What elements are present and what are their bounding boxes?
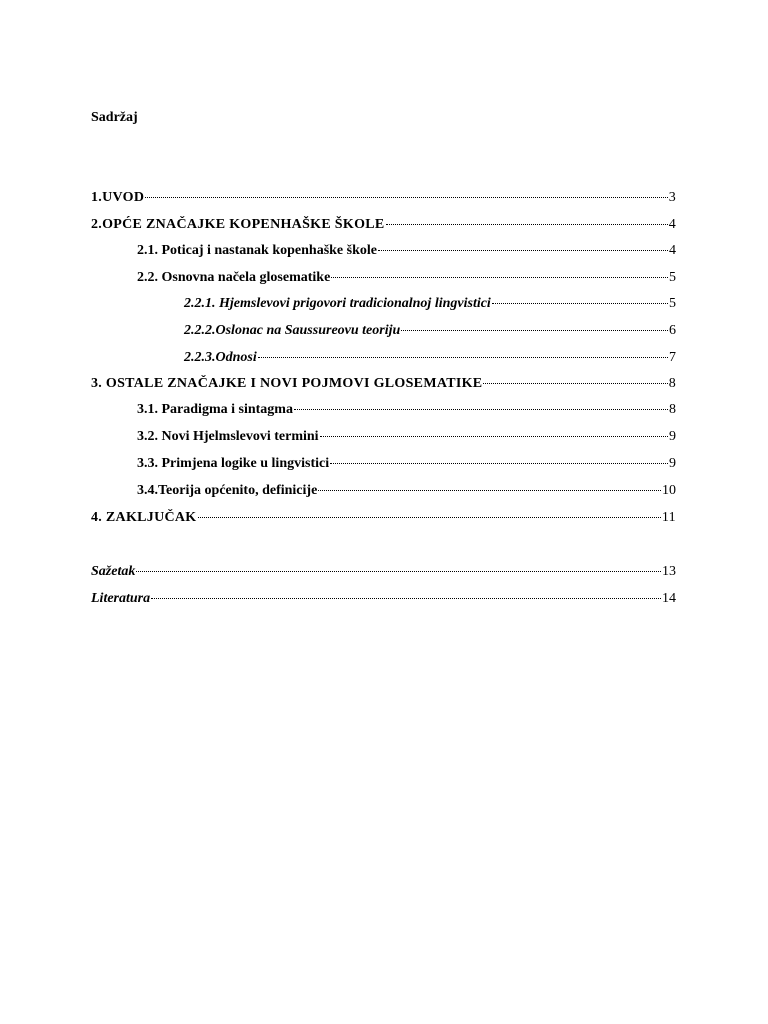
toc-page-number: 4 (668, 217, 676, 232)
toc-entry-label: 3.1. Paradigma i sintagma (137, 402, 293, 417)
dot-leader (198, 517, 661, 518)
toc-page-number: 6 (669, 323, 676, 338)
toc-page-number: 4 (669, 243, 676, 258)
dot-leader (136, 571, 661, 572)
dot-leader (330, 463, 668, 464)
toc-entry-label: 2.OPĆE ZNAČAJKE KOPENHAŠKE ŠKOLE (91, 217, 385, 232)
toc-entry-label: 2.2.1. Hjemslevovi prigovori tradicionalnoj lingvistici (184, 296, 491, 311)
toc-entry-label: 2.2.3.Odnosi (184, 350, 257, 365)
toc-entry-ostale-znacajke[interactable] (91, 375, 676, 393)
toc-page-number: 3 (668, 190, 676, 205)
toc-entry-primjena-logike[interactable] (137, 455, 676, 473)
toc-page-number: 8 (669, 402, 676, 417)
dot-leader (320, 436, 668, 437)
toc-entry-label: 3. OSTALE ZNAČAJKE I NOVI POJMOVI GLOSEMATIKE (91, 376, 483, 391)
toc-page-number: 7 (669, 350, 676, 365)
toc-entry-zakljucak[interactable] (91, 509, 676, 527)
toc-entry-sazetak[interactable] (91, 563, 676, 581)
toc-entry-oslonac[interactable] (184, 322, 676, 340)
toc-entry-teorija[interactable] (137, 482, 676, 500)
dot-leader (151, 598, 661, 599)
toc-entry-label: 3.3. Primjena logike u lingvistici (137, 456, 330, 471)
toc-entry-novi-termini[interactable] (137, 428, 676, 446)
dot-leader (294, 409, 668, 410)
toc-entry-label: 1.UVOD (91, 190, 145, 205)
toc-entry-label: 2.2.2.Oslonac na Saussureovu teoriju (184, 323, 401, 338)
toc-entry-osnovna-nacela[interactable] (137, 269, 676, 287)
toc-page-number: 9 (669, 456, 676, 471)
toc-entry-label: Sažetak (91, 564, 136, 579)
dot-leader (386, 224, 668, 225)
toc-page-number: 5 (669, 296, 676, 311)
toc-page-number: 5 (669, 270, 676, 285)
toc-entry-label: 3.4.Teorija općenito, definicije (137, 483, 318, 498)
dot-leader (318, 490, 661, 491)
toc-page-number: 13 (662, 564, 676, 579)
toc-entry-opce-znacajke[interactable] (91, 216, 676, 234)
toc-entry-paradigma[interactable] (137, 401, 676, 419)
dot-leader (331, 277, 668, 278)
toc-page-number: 9 (669, 429, 676, 444)
toc-entry-label: 3.2. Novi Hjelmslevovi termini (137, 429, 319, 444)
toc-entry-label: 2.2. Osnovna načela glosematike (137, 270, 331, 285)
dot-leader (401, 330, 668, 331)
toc-entry-label: Literatura (91, 591, 151, 606)
toc-entry-uvod[interactable] (91, 189, 676, 207)
toc-entry-odnosi[interactable] (184, 349, 676, 367)
dot-leader (258, 357, 668, 358)
dot-leader (483, 383, 667, 384)
toc-page-number: 8 (668, 376, 676, 391)
dot-leader (145, 197, 667, 198)
toc-page-number: 11 (661, 510, 676, 525)
toc-entry-label: 4. ZAKLJUČAK (91, 510, 197, 525)
page-title: Sadržaj (91, 110, 138, 125)
toc-entry-label: 2.1. Poticaj i nastanak kopenhaške škole (137, 243, 377, 258)
dot-leader (378, 250, 668, 251)
toc-entry-literatura[interactable] (91, 590, 676, 608)
toc-page-number: 14 (662, 591, 676, 606)
toc-entry-poticaj[interactable] (137, 242, 676, 260)
toc-page-number: 10 (662, 483, 676, 498)
toc-entry-prigovori[interactable] (184, 295, 676, 313)
dot-leader (492, 303, 668, 304)
